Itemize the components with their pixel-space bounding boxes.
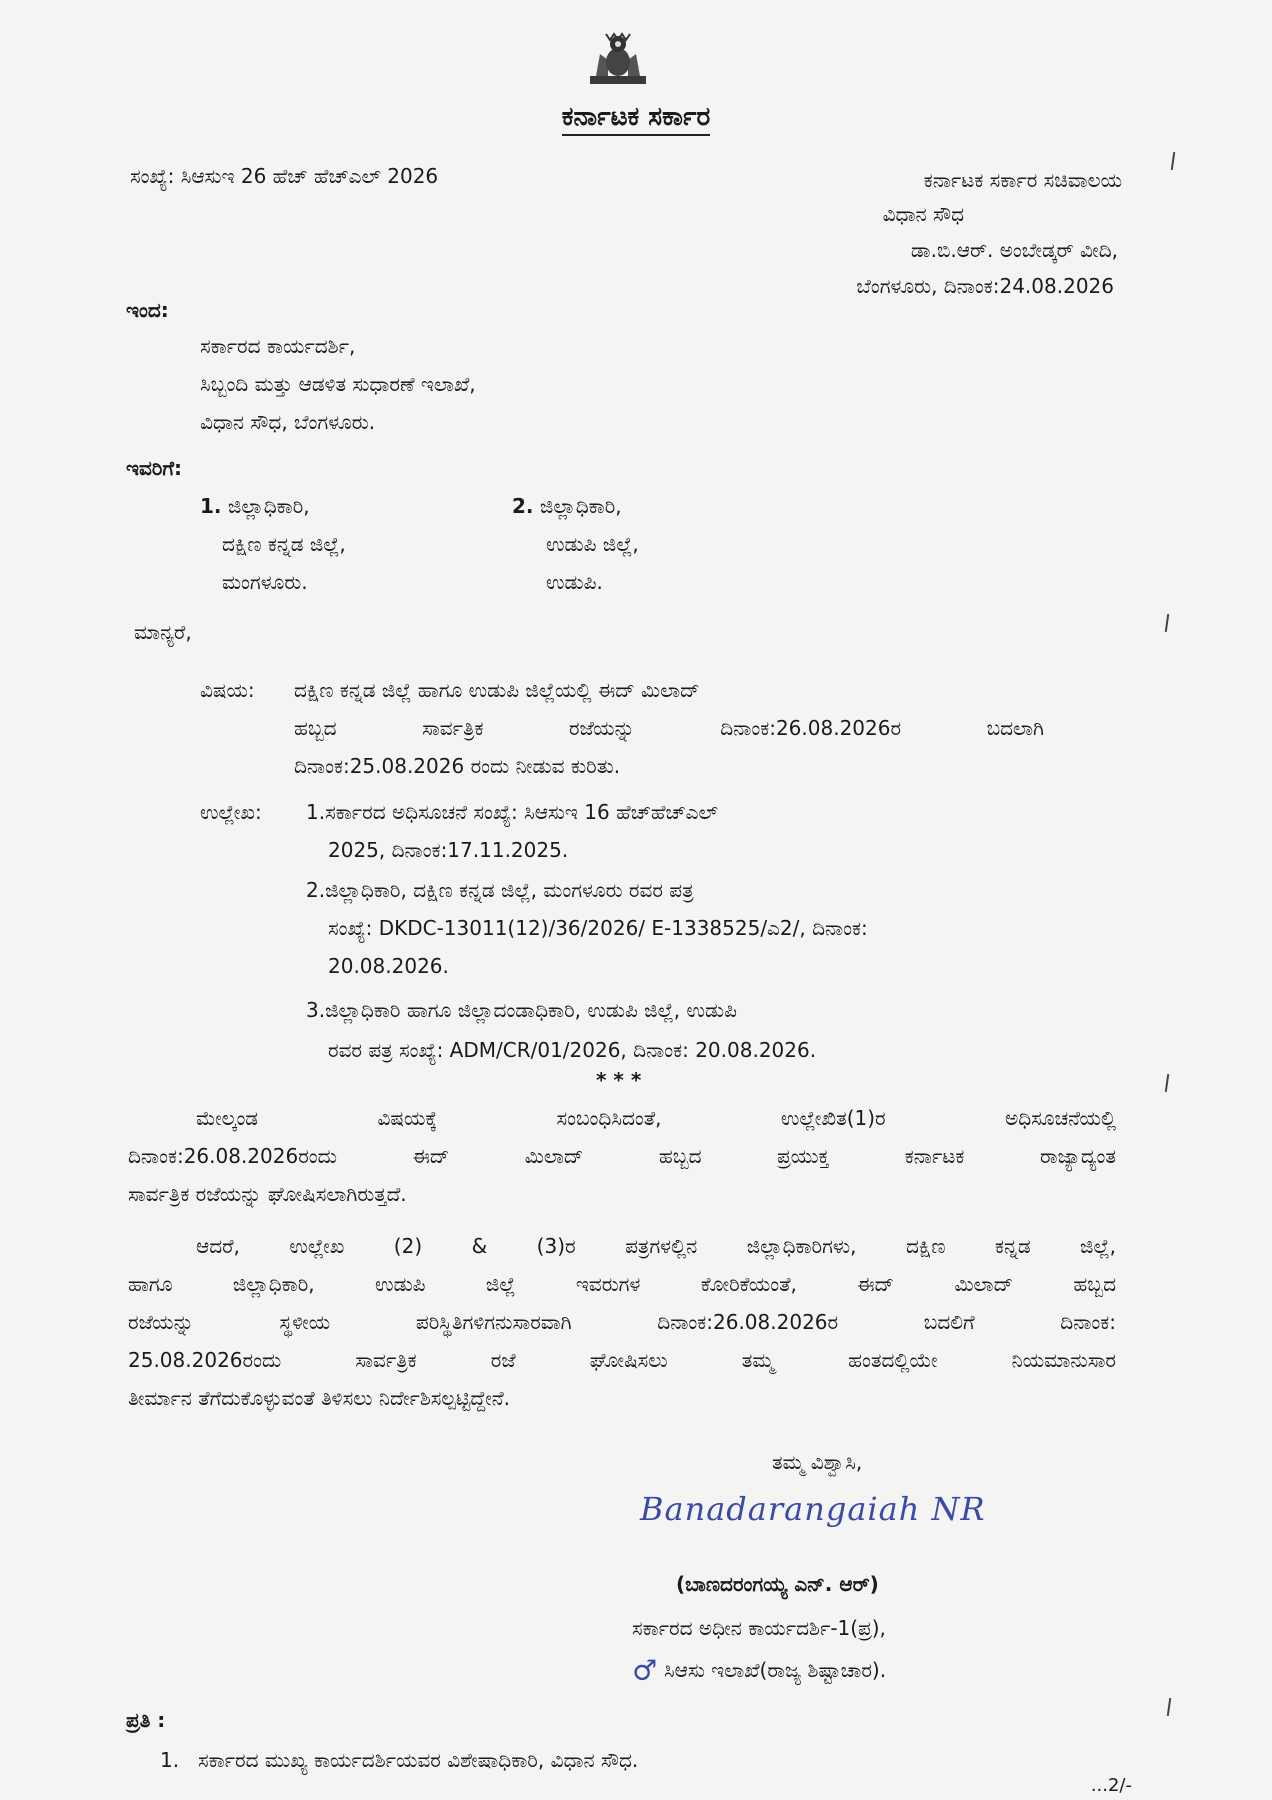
copy-item: ಸರ್ಕಾರದ ಮುಖ್ಯ ಕಾರ್ಯದರ್ಶಿಯವರ ವಿಶೇಷಾಧಿಕಾರಿ, ವಿಧಾನ ಸೌಧ.	[198, 1748, 639, 1772]
reference-item: 3.ಜಿಲ್ಲಾಧಿಕಾರಿ ಹಾಗೂ ಜಿಲ್ಲಾದಂಡಾಧಿಕಾರಿ, ಉಡುಪಿ ಜಿಲ್ಲೆ, ಉಡುಪಿ	[306, 998, 737, 1022]
margin-mark	[1165, 1074, 1169, 1092]
reference-number: ಸಂಖ್ಯೆ: ಸಿಆಸುಇ 26 ಹೆಚ್ ಹೆಚ್‌ಎಲ್ 2026	[130, 164, 439, 188]
recipient-2-line: ಉಡುಪಿ.	[546, 570, 603, 594]
margin-mark	[1171, 152, 1175, 170]
reference-item-line: 20.08.2026.	[328, 954, 449, 978]
reference-item-line: ರವರ ಪತ್ರ ಸಂಖ್ಯೆ: ADM/CR/01/2026, ದಿನಾಂಕ: 20.08.2026.	[328, 1038, 817, 1062]
address-date-line: ಬೆಂಗಳೂರು, ದಿನಾಂಕ:24.08.2026	[856, 274, 1114, 298]
margin-mark	[1167, 1698, 1171, 1716]
recipient-1-line: ದಕ್ಷಿಣ ಕನ್ನಡ ಜಿಲ್ಲೆ,	[222, 532, 346, 556]
recipient-2: 2. ಜಿಲ್ಲಾಧಿಕಾರಿ,	[512, 494, 622, 518]
recipient-2-line: ಉಡುಪಿ ಜಿಲ್ಲೆ,	[546, 532, 639, 556]
copy-label: ಪ್ರತಿ :	[126, 1708, 166, 1732]
recipient-1-line: ಮಂಗಳೂರು.	[222, 570, 308, 594]
to-label: ಇವರಿಗೆ:	[126, 456, 183, 480]
body-paragraph-line: ಮೇಲ್ಕಂಡ ವಿಷಯಕ್ಕೆ ಸಂಬಂಧಿಸಿದಂತೆ, ಉಲ್ಲೇಖಿತ(1)ರ ಅಧಿಸೂಚನೆಯಲ್ಲಿ	[196, 1106, 1116, 1130]
body-paragraph-line: ತೀರ್ಮಾನ ತೆಗೆದುಕೊಳ್ಳುವಂತೆ ತಿಳಿಸಲು ನಿರ್ದೇಶಿಸಲ್ಪಟ್ಟಿದ್ದೇನೆ.	[128, 1386, 510, 1410]
reference-item: 1.ಸರ್ಕಾರದ ಅಧಿಸೂಚನೆ ಸಂಖ್ಯೆ: ಸಿಆಸುಇ 16 ಹೆಚ್‌ಹೆಚ್‌ಎಲ್	[306, 800, 718, 824]
body-paragraph-line: ಸಾರ್ವತ್ರಿಕ ರಜೆಯನ್ನು ಘೋಷಿಸಲಾಗಿರುತ್ತದೆ.	[128, 1182, 407, 1206]
separator-stars: * * *	[596, 1068, 642, 1092]
subject-label: ವಿಷಯ:	[200, 678, 255, 702]
initial-mark-icon: ♂	[632, 1654, 658, 1687]
references-label: ಉಲ್ಲೇಖ:	[200, 800, 262, 824]
copy-item-number: 1.	[160, 1748, 180, 1772]
body-paragraph-line: ರಜೆಯನ್ನು ಸ್ಥಳೀಯ ಪರಿಸ್ಥಿತಿಗಳಿಗನುಸಾರವಾಗಿ ದಿನಾಂಕ:26.08.2026ರ ಬದಲಿಗೆ ದಿನಾಂಕ:	[128, 1310, 1116, 1334]
body-paragraph-line: 25.08.2026ರಂದು ಸಾರ್ವತ್ರಿಕ ರಜೆ ಘೋಷಿಸಲು ತಮ್ಮ ಹಂತದಲ್ಲಿಯೇ ನಿಯಮಾನುಸಾರ	[128, 1348, 1116, 1372]
address-line-2: ವಿಧಾನ ಸೌಧ	[882, 202, 964, 226]
body-paragraph-line: ಆದರೆ, ಉಲ್ಲೇಖ (2) & (3)ರ ಪತ್ರಗಳಲ್ಲಿನ ಜಿಲ್ಲಾಧಿಕಾರಿಗಳು, ದಕ್ಷಿಣ ಕನ್ನಡ ಜಿಲ್ಲೆ,	[196, 1234, 1116, 1258]
margin-mark	[1165, 614, 1169, 632]
subject-line: ಹಬ್ಬದ ಸಾರ್ವತ್ರಿಕ ರಜೆಯನ್ನು ದಿನಾಂಕ:26.08.2026ರ ಬದಲಾಗಿ	[294, 716, 1044, 740]
yours-faithfully: ತಮ್ಮ ವಿಶ್ವಾಸಿ,	[772, 1450, 863, 1474]
state-emblem-icon	[586, 28, 650, 90]
page-continuation-marker: ...2/-	[1090, 1775, 1132, 1796]
page-title: ಕರ್ನಾಟಕ ಸರ್ಕಾರ	[0, 102, 1272, 133]
address-line-1: ಕರ್ನಾಟಕ ಸರ್ಕಾರ ಸಚಿವಾಲಯ	[923, 168, 1122, 192]
from-line: ಸಿಬ್ಬಂದಿ ಮತ್ತು ಆಡಳಿತ ಸುಧಾರಣೆ ಇಲಾಖೆ,	[200, 372, 476, 396]
recipient-1: 1. ಜಿಲ್ಲಾಧಿಕಾರಿ,	[200, 494, 310, 518]
signatory-department: ಸಿಆಸು ಇಲಾಖೆ(ರಾಜ್ಯ ಶಿಷ್ಟಾಚಾರ).	[664, 1658, 887, 1682]
reference-item-line: 2025, ದಿನಾಂಕ:17.11.2025.	[328, 838, 569, 862]
body-paragraph-line: ದಿನಾಂಕ:26.08.2026ರಂದು ಈದ್ ಮಿಲಾದ್ ಹಬ್ಬದ ಪ್ರಯುಕ್ತ ಕರ್ನಾಟಕ ರಾಜ್ಯಾದ್ಯಂತ	[128, 1144, 1116, 1168]
signatory-designation: ಸರ್ಕಾರದ ಅಧೀನ ಕಾರ್ಯದರ್ಶಿ-1(ಪ್ರ),	[632, 1616, 886, 1640]
subject-line: ದಿನಾಂಕ:25.08.2026 ರಂದು ನೀಡುವ ಕುರಿತು.	[294, 754, 621, 778]
address-line-3: ಡಾ.ಬಿ.ಆರ್. ಅಂಬೇಡ್ಕರ್ ವೀದಿ,	[910, 238, 1118, 262]
reference-item: 2.ಜಿಲ್ಲಾಧಿಕಾರಿ, ದಕ್ಷಿಣ ಕನ್ನಡ ಜಿಲ್ಲೆ, ಮಂಗಳೂರು ರವರ ಪತ್ರ	[306, 878, 694, 902]
from-line: ವಿಧಾನ ಸೌಧ, ಬೆಂಗಳೂರು.	[200, 410, 376, 434]
from-line: ಸರ್ಕಾರದ ಕಾರ್ಯದರ್ಶಿ,	[200, 334, 356, 358]
body-paragraph-line: ಹಾಗೂ ಜಿಲ್ಲಾಧಿಕಾರಿ, ಉಡುಪಿ ಜಿಲ್ಲೆ ಇವರುಗಳ ಕೋರಿಕೆಯಂತೆ, ಈದ್ ಮಿಲಾದ್ ಹಬ್ಬದ	[128, 1272, 1116, 1296]
signature: Banadarangaiah NR	[640, 1490, 986, 1528]
reference-item-line: ಸಂಖ್ಯೆ: DKDC-13011(12)/36/2026/ E-1338525/ಎ2/, ದಿನಾಂಕ:	[328, 916, 868, 940]
subject-line: ದಕ್ಷಿಣ ಕನ್ನಡ ಜಿಲ್ಲೆ ಹಾಗೂ ಉಡುಪಿ ಜಿಲ್ಲೆಯಲ್ಲಿ ಈದ್ ಮಿಲಾದ್	[294, 678, 700, 702]
salutation: ಮಾನ್ಯರೆ,	[134, 620, 192, 644]
signatory-name: (ಬಾಣದರಂಗಯ್ಯ ಎನ್. ಆರ್)	[676, 1572, 879, 1596]
from-label: ಇಂದ:	[126, 298, 169, 322]
